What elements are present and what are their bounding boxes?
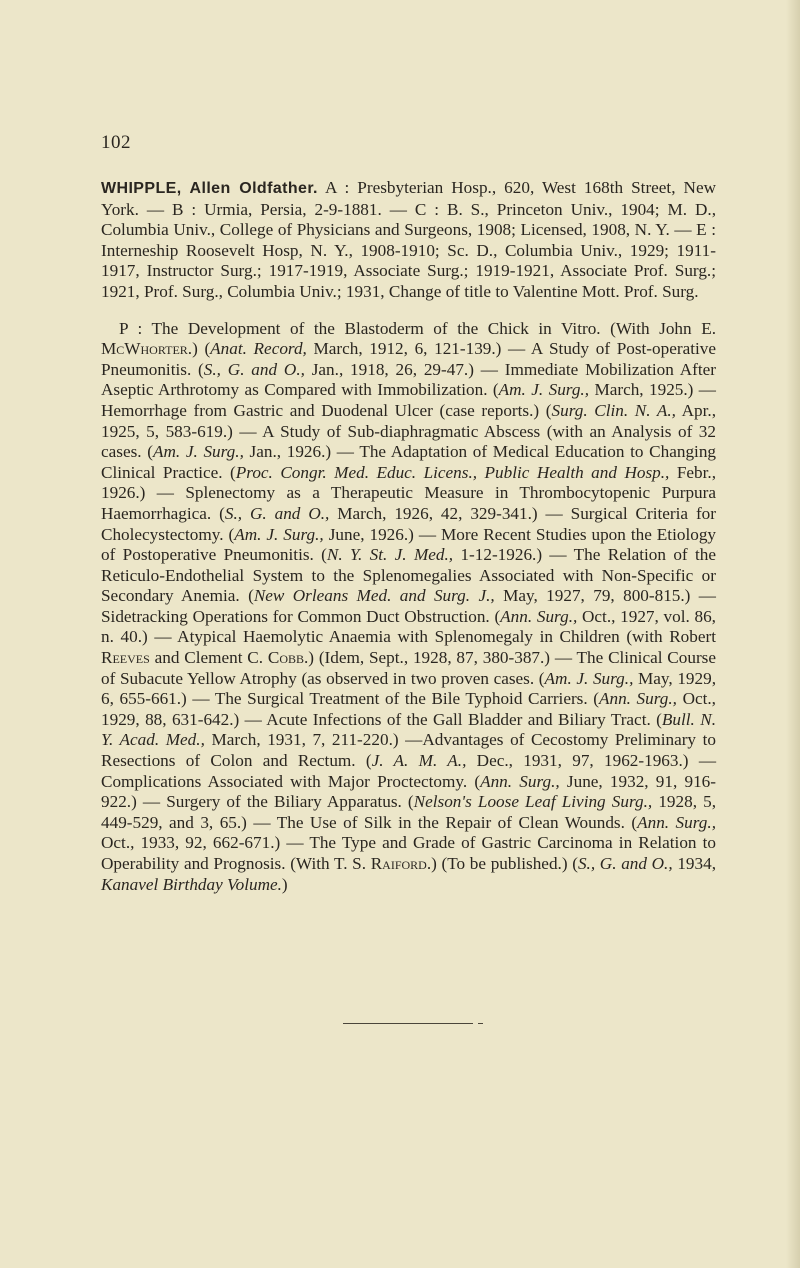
- citation-source: Ann. Surg.,: [500, 606, 578, 626]
- publication-text: Oct., 1927, vol. 86, n. 40.) — Atypical Haemolytic Anaemia with Splenomegaly in Children (with Robert: [101, 606, 716, 647]
- publication-text: Jan., 1926.) — The Adaptation of Medical Education to Changing Clinical Practice. (: [101, 442, 717, 482]
- publication-text: P : The Development of the Blastoderm of the Chick in Vitro. (With John E.: [119, 318, 716, 338]
- citation-source: Proc. Congr. Med. Educ. Licens., Public Health and Hosp.,: [235, 462, 670, 482]
- page-edge-shadow: [786, 0, 800, 1268]
- citation-source: Kanavel Birthday Volume.: [101, 874, 282, 894]
- publication-text: 1934,: [672, 854, 716, 873]
- section-divider: [343, 1023, 473, 1024]
- publication-text: ): [281, 874, 288, 894]
- publication-text: and Clement C.: [149, 648, 268, 668]
- author-name: Reeves: [101, 648, 150, 668]
- page-number: 102: [101, 132, 131, 153]
- citation-source: Nelson's Loose Leaf Living Surg.,: [413, 792, 653, 812]
- publication-text: .) (To be published.) (: [426, 854, 578, 873]
- career-paragraph: [101, 178, 716, 303]
- citation-source: Ann. Surg.,: [637, 812, 716, 832]
- publication-text: Oct., 1929, 88, 631-642.) — Acute Infections of the Gall Bladder and Biliary Tract. (: [101, 689, 716, 729]
- publication-text: Jan., 1918, 26, 29-47.) — Immediate Mobilization After Aseptic Arthrotomy as Compared with Immobilization. (: [101, 359, 716, 400]
- publication-text: June, 1926.) — More Recent Studies upon the Etiology of Postoperative Pneumonitis. (: [101, 524, 717, 565]
- author-name: Cobb: [267, 648, 304, 668]
- citation-source: S., G. and O.,: [224, 503, 330, 523]
- citation-source: N. Y. St. J. Med.,: [326, 545, 454, 565]
- publication-text: 1-12-1926.) — The Relation of the Reticulo-Endothelial System to the Splenomegalies Associated with Non-Specific or Secondary Anemia. (: [101, 545, 716, 606]
- publication-text: Febr., 1926.) — Splenectomy as a Therapeutic Measure in Thrombocytopenic Purpura Haemorrhagica. (: [101, 462, 716, 523]
- citation-source: S., G. and O.,: [577, 854, 673, 873]
- citation-source: Ann. Surg.,: [480, 771, 560, 791]
- career-text: A : Presbyterian Hosp., 620, West 168th Street, New York. — B : Urmia, Persia, 2-9-1881. — C : B. S., Princeton Univ., 1904; M. D., Columbia Univ., College of Physicians and Surgeons, 1908; Licensed, 1908, N. Y. — E : Interneship Roosevelt Hosp, N. Y., 1908-1910; Sc. D., Columbia Univ., 1929; 1911-1917, Instructor Surg.; 1917-1919, Associate Surg.; 1919-1921, Associate Prof. Surg.; 1921, Prof. Surg., Columbia Univ.; 1931, Change of title to Valentine Mott. Prof. Surg.: [101, 178, 716, 301]
- publication-text: March, 1931, 7, 211-220.) —Advantages of Cecostomy Preliminary to Resections of Colon and Rectum. (: [101, 730, 716, 771]
- publications-paragraph: [101, 319, 716, 896]
- author-name: Raiford: [370, 854, 427, 873]
- publication-text: .) (Idem, Sept., 1928, 87, 380-387.) — The Clinical Course of Subacute Yellow Atrophy (as observed in two proven cases. (: [101, 648, 716, 688]
- citation-source: Am. J. Surg.,: [544, 668, 634, 688]
- publication-text: Apr., 1925, 5, 583-619.) — A Study of Sub-diaphragmatic Abscess (with an Analysis of 32 cases. (: [101, 400, 717, 462]
- publication-text: March, 1912, 6, 121-139.) — A Study of Post-operative Pneumonitis. (: [101, 339, 716, 379]
- author-name: McWhorter: [101, 339, 188, 359]
- publication-text: May, 1927, 79, 800-815.) — Sidetracking Operations for Common Duct Obstruction. (: [101, 586, 716, 626]
- citation-source: Am. J. Surg.,: [498, 380, 590, 400]
- publication-text: Oct., 1933, 92, 662-671.) — The Type and Grade of Gastric Carcinoma in Relation to Operability and Prognosis. (With T. S.: [101, 833, 716, 873]
- citation-source: S., G. and O.,: [203, 359, 305, 379]
- citation-source: J. A. M. A.,: [371, 751, 467, 771]
- citation-source: New Orleans Med. and Surg. J.,: [253, 586, 495, 606]
- section-divider-tick: [478, 1023, 483, 1024]
- publication-text: .) (: [187, 339, 211, 359]
- citation-source: Surg. Clin. N. A.,: [551, 400, 676, 420]
- citation-source: Anat. Record,: [210, 339, 307, 359]
- publication-text: May, 1929, 6, 655-661.) — The Surgical Treatment of the Bile Typhoid Carriers. (: [101, 668, 717, 709]
- citation-source: Ann. Surg.,: [598, 689, 677, 709]
- publication-text: March, 1925.) — Hemorrhage from Gastric and Duodenal Ulcer (case reports.) (: [101, 380, 716, 420]
- publication-text: March, 1926, 42, 329-341.) — Surgical Criteria for Cholecystectomy. (: [101, 503, 716, 544]
- citation-source: Am. J. Surg.,: [152, 442, 244, 462]
- entry-name: WHIPPLE, Allen Oldfather.: [101, 180, 318, 197]
- citation-source: Bull. N. Y. Acad. Med.,: [101, 709, 716, 750]
- publication-text: Dec., 1931, 97, 1962-1963.) — Complications Associated with Major Proctectomy. (: [101, 751, 717, 791]
- publication-text: 1928, 5, 449-529, and 3, 65.) — The Use of Silk in the Repair of Clean Wounds. (: [101, 792, 716, 832]
- biography-entry: [101, 178, 716, 895]
- publication-text: June, 1932, 91, 916-922.) — Surgery of the Biliary Apparatus. (: [101, 771, 716, 812]
- citation-source: Am. J. Surg.,: [234, 524, 324, 544]
